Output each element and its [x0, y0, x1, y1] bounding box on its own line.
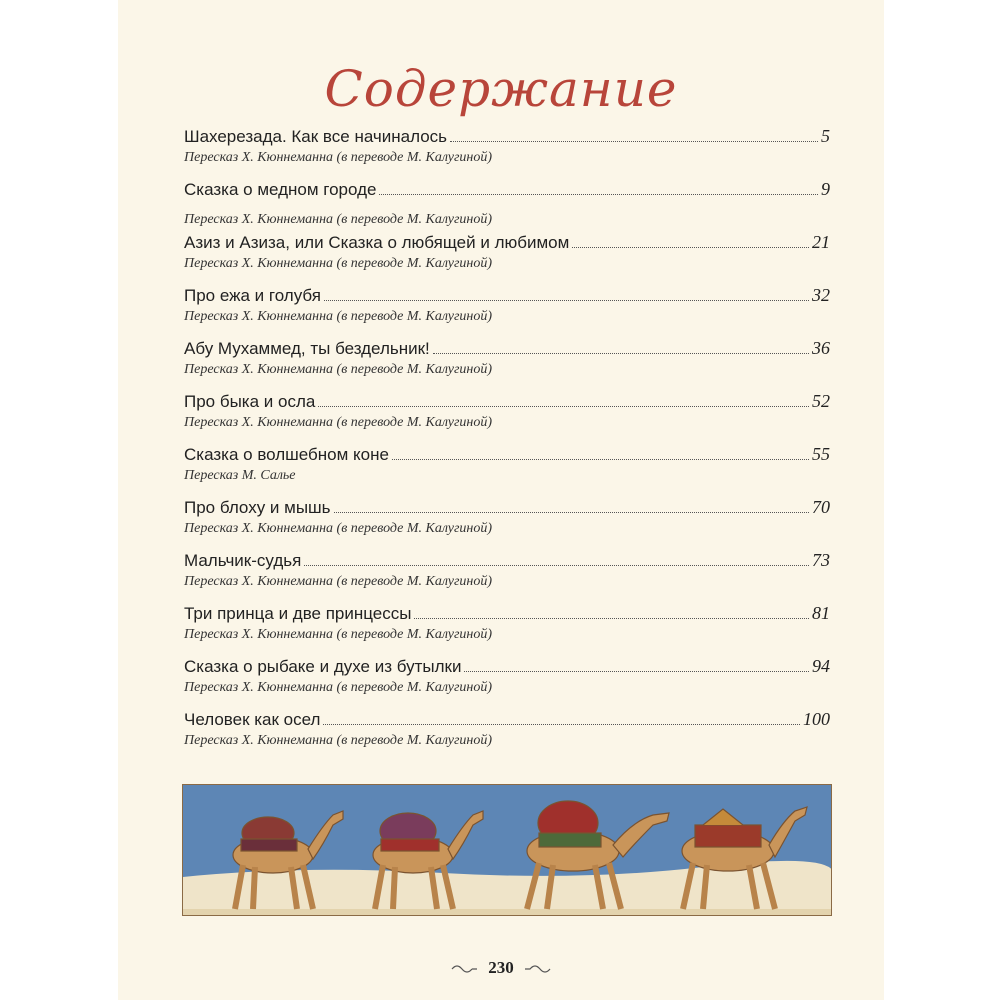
- toc-entry[interactable]: [184, 707, 830, 760]
- ornament-left-icon: [450, 963, 478, 975]
- toc-entry[interactable]: [184, 283, 830, 336]
- toc-entry[interactable]: [184, 495, 830, 548]
- entry-title: Азиз и Азиза, или Сказка о любящей и любимом: [184, 233, 570, 252]
- toc-entry[interactable]: [184, 654, 830, 707]
- dot-leader: [379, 193, 818, 195]
- toc-entry[interactable]: [184, 230, 830, 283]
- entry-title: Шахерезада. Как все начиналось: [184, 127, 448, 146]
- ornament-right-icon: [524, 963, 552, 975]
- dot-leader: [304, 564, 809, 566]
- entry-page: 55: [812, 444, 830, 464]
- entry-page: 94: [812, 656, 830, 676]
- entry-credit: Пересказ Х. Кюннеманна (в переводе М. Калугиной): [184, 574, 493, 589]
- entry-credit: Пересказ Х. Кюннеманна (в переводе М. Калугиной): [184, 150, 493, 165]
- toc-entry[interactable]: [184, 442, 830, 495]
- entry-credit: Пересказ Х. Кюннеманна (в переводе М. Калугиной): [184, 415, 493, 430]
- entry-title: Сказка о медном городе: [184, 180, 377, 199]
- entry-credit: Пересказ Х. Кюннеманна (в переводе М. Калугиной): [184, 733, 493, 748]
- entry-title: Человек как осел: [184, 710, 321, 729]
- entry-page: 5: [821, 126, 830, 146]
- camel-caravan-image: [183, 785, 832, 916]
- entry-title: Про блоху и мышь: [184, 498, 331, 517]
- entry-page: 32: [812, 285, 830, 305]
- entry-title: Сказка о волшебном коне: [184, 445, 389, 464]
- entry-page: 73: [812, 550, 830, 570]
- entry-page: 21: [812, 232, 830, 252]
- dot-leader: [414, 617, 809, 619]
- entry-page: 70: [812, 497, 830, 517]
- dot-leader: [450, 140, 818, 142]
- entry-credit: Пересказ Х. Кюннеманна (в переводе М. Калугиной): [184, 680, 493, 695]
- dot-leader: [334, 511, 809, 513]
- entry-page: 52: [812, 391, 830, 411]
- entry-page: 81: [812, 603, 830, 623]
- dot-leader: [464, 670, 809, 672]
- entry-title: Про ежа и голубя: [184, 286, 321, 305]
- entry-title: Про быка и осла: [184, 392, 316, 411]
- dot-leader: [433, 352, 809, 354]
- entry-page: 9: [821, 179, 830, 199]
- dot-leader: [572, 246, 809, 248]
- toc-entry[interactable]: [184, 336, 830, 389]
- dot-leader: [392, 458, 809, 460]
- entry-credit: Пересказ Х. Кюннеманна (в переводе М. Калугиной): [184, 212, 493, 227]
- entry-credit: Пересказ Х. Кюннеманна (в переводе М. Калугиной): [184, 362, 493, 377]
- entry-page: 36: [812, 338, 830, 358]
- entry-credit: Пересказ М. Салье: [184, 468, 296, 483]
- dot-leader: [323, 723, 800, 725]
- dot-leader: [318, 405, 809, 407]
- toc-entry[interactable]: [184, 389, 830, 442]
- book-page: [118, 0, 884, 1000]
- entry-credit: Пересказ Х. Кюннеманна (в переводе М. Калугиной): [184, 627, 493, 642]
- page-title: Содержание: [324, 60, 678, 118]
- entry-title: Сказка о рыбаке и духе из бутылки: [184, 657, 462, 676]
- toc-entry[interactable]: [184, 548, 830, 601]
- toc-entry[interactable]: [184, 177, 830, 230]
- entry-title: Абу Мухаммед, ты бездельник!: [184, 339, 430, 358]
- entry-credit: Пересказ Х. Кюннеманна (в переводе М. Калугиной): [184, 309, 493, 324]
- entry-credit: Пересказ Х. Кюннеманна (в переводе М. Калугиной): [184, 521, 493, 536]
- entry-title: Мальчик-судья: [184, 551, 302, 570]
- entry-page: 100: [803, 709, 830, 729]
- entry-credit: Пересказ Х. Кюннеманна (в переводе М. Калугиной): [184, 256, 493, 271]
- table-of-contents: [184, 124, 830, 760]
- entry-title: Три принца и две принцессы: [184, 604, 412, 623]
- dot-leader: [324, 299, 809, 301]
- toc-entry[interactable]: [184, 124, 830, 177]
- toc-entry[interactable]: [184, 601, 830, 654]
- page-number: 230: [488, 958, 514, 977]
- page-number-row: [118, 958, 884, 978]
- camel-caravan-illustration: [182, 784, 832, 916]
